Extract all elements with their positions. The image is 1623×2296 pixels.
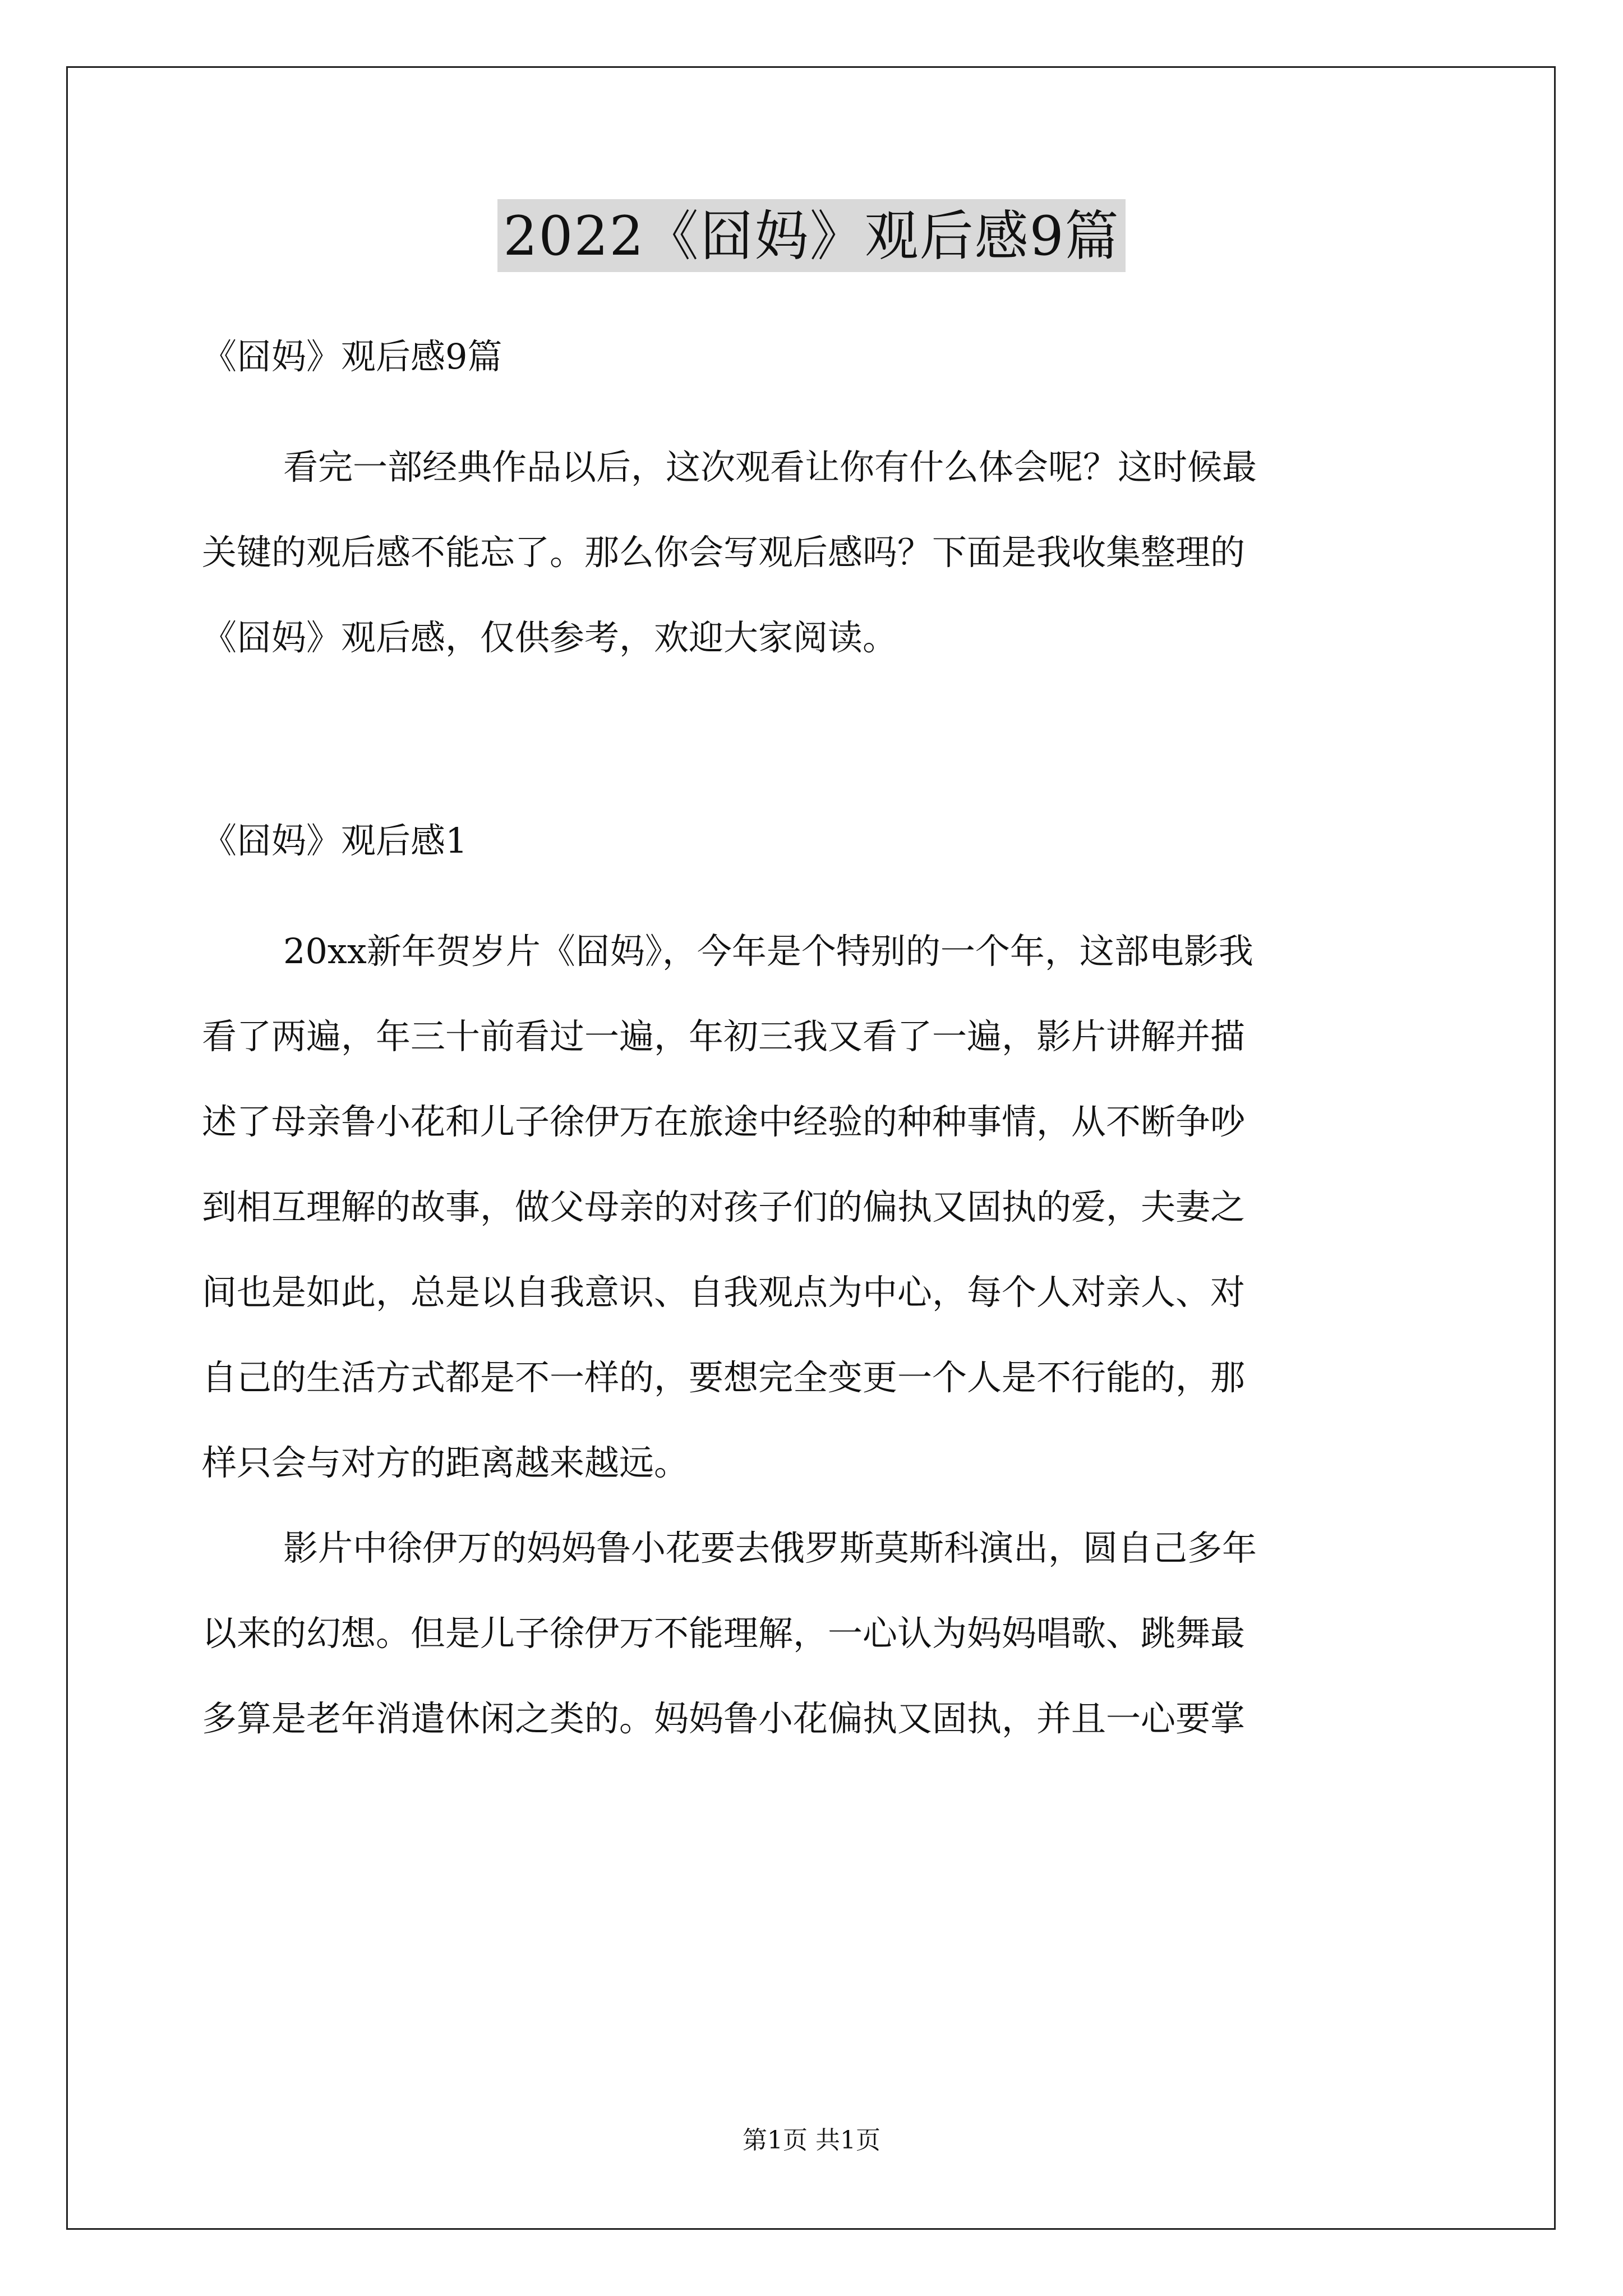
paragraph-line: 到相互理解的故事，做父母亲的对孩子们的偏执又固执的爱，夫妻之 <box>202 1186 1246 1227</box>
document-subtitle: 《囧妈》观后感9篇 <box>202 336 502 377</box>
paragraph-line: 影片中徐伊万的妈妈鲁小花要去俄罗斯莫斯科演出，圆自己多年 <box>283 1527 1257 1568</box>
document-title: 2022《囧妈》观后感9篇 <box>497 199 1125 272</box>
paragraph-line: 看了两遍，年三十前看过一遍，年初三我又看了一遍，影片讲解并描 <box>202 1016 1246 1057</box>
paragraph-line: 样只会与对方的距离越来越远。 <box>202 1442 689 1483</box>
title-container <box>0 199 1623 272</box>
paragraph-line: 20xx新年贺岁片《囧妈》，今年是个特别的一个年，这部电影我 <box>283 931 1253 972</box>
document-body <box>202 314 1430 1761</box>
intro-line: 看完一部经典作品以后，这次观看让你有什么体会呢？这时候最 <box>283 447 1257 487</box>
intro-line: 关键的观后感不能忘了。那么你会写观后感吗？下面是我收集整理的 <box>202 532 1246 573</box>
paragraph-line: 以来的幻想。但是儿子徐伊万不能理解，一心认为妈妈唱歌、跳舞最 <box>202 1613 1246 1654</box>
section-heading: 《囧妈》观后感1 <box>202 820 468 861</box>
paragraph-line: 多算是老年消遣休闲之类的。妈妈鲁小花偏执又固执，并且一心要掌 <box>202 1698 1246 1739</box>
paragraph-spacer <box>202 399 1430 425</box>
intro-line: 《囧妈》观后感，仅供参考，欢迎大家阅读。 <box>202 617 898 658</box>
paragraph-line: 述了母亲鲁小花和儿子徐伊万在旅途中经验的种种事情，从不断争吵 <box>202 1101 1246 1142</box>
page-footer: 第1页 共1页 <box>743 2126 880 2155</box>
paragraph-spacer <box>202 680 1430 798</box>
paragraph-spacer <box>202 884 1430 909</box>
paragraph-line: 自己的生活方式都是不一样的，要想完全变更一个人是不行能的，那 <box>202 1357 1246 1398</box>
paragraph-line: 间也是如此，总是以自我意识、自我观点为中心，每个人对亲人、对 <box>202 1272 1246 1313</box>
